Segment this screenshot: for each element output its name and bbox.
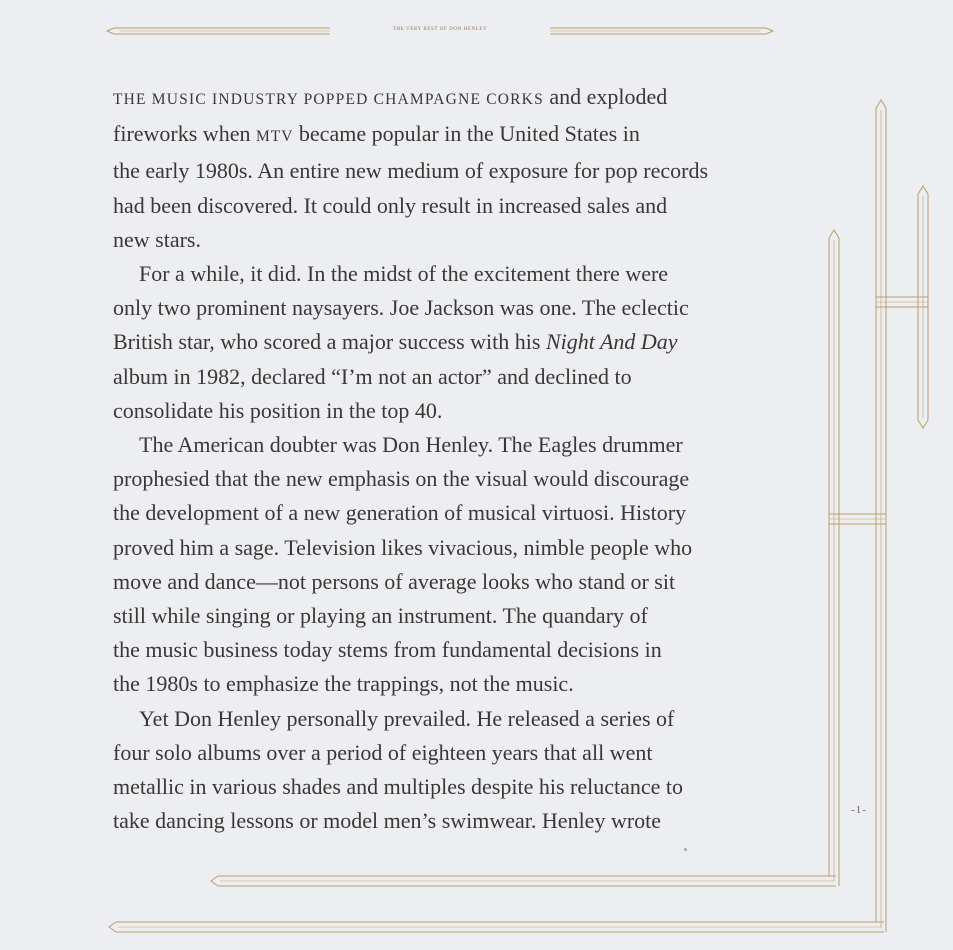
bottom-inner-rail-ornament — [211, 876, 836, 886]
text-line: For a while, it did. In the midst of the excitement there were — [139, 261, 669, 287]
paragraph — [113, 702, 813, 839]
text-line — [113, 80, 813, 117]
text-line: still while singing or playing an instrument. The quandary of — [113, 603, 648, 629]
lower-crossbar-ornament — [829, 514, 886, 524]
bottom-outer-rail-ornament — [109, 922, 884, 932]
text-line: four solo albums over a period of eighteen years that all went — [113, 739, 653, 765]
text-line: consolidate his position in the top 40. — [113, 397, 443, 423]
upper-crossbar-ornament — [876, 297, 928, 307]
body-text — [113, 80, 813, 838]
paper-speck — [684, 848, 687, 851]
text-line — [113, 325, 813, 359]
paragraph — [113, 257, 813, 428]
text-line: only two prominent naysayers. Joe Jackson was one. The eclectic — [113, 295, 689, 321]
text-line: the development of a new generation of musical virtuosi. History — [113, 500, 687, 526]
text-line: the 1980s to emphasize the trappings, not the music. — [113, 671, 574, 697]
left-column-ornament — [829, 230, 839, 886]
paragraph — [113, 80, 813, 257]
line-text: British star, who scored a major success with his — [113, 329, 546, 355]
text-line: new stars. — [113, 226, 201, 252]
text-line: The American doubter was Don Henley. The Eagles drummer — [139, 432, 683, 458]
paragraph — [113, 428, 813, 702]
text-line: the music business today stems from fundamental decisions in — [113, 637, 662, 663]
album-title: Night And Day — [545, 329, 678, 355]
text-line: move and dance—not persons of average looks who stand or sit — [113, 568, 676, 594]
text-line: metallic in various shades and multiples despite his reluctance to — [113, 774, 684, 800]
text-line: fireworks when MTV became popular in the United States in — [113, 121, 640, 147]
lead-continuation: and exploded — [543, 84, 668, 109]
text-line: prophesied that the new emphasis on the visual would discourage — [113, 466, 690, 492]
smallcaps-lead: THE MUSIC INDUSTRY POPPED CHAMPAGNE CORKS — [113, 91, 544, 108]
middle-column-ornament — [876, 100, 886, 932]
text-line: the early 1980s. An entire new medium of exposure for pop records — [113, 158, 709, 184]
text-line: album in 1982, declared “I’m not an actor” and declined to — [113, 363, 632, 389]
text-line: proved him a sage. Television likes vivacious, nimble people who — [113, 534, 693, 560]
running-header: THE VERY BEST OF DON HENLEY — [330, 25, 550, 35]
text-line: Yet Don Henley personally prevailed. He released a series of — [139, 705, 675, 731]
text-line: had been discovered. It could only result in increased sales and — [113, 192, 668, 218]
text-line: take dancing lessons or model men’s swimwear. Henley wrote — [113, 808, 662, 834]
abbreviation: MTV — [255, 128, 294, 146]
page-number: -1- — [851, 804, 867, 816]
